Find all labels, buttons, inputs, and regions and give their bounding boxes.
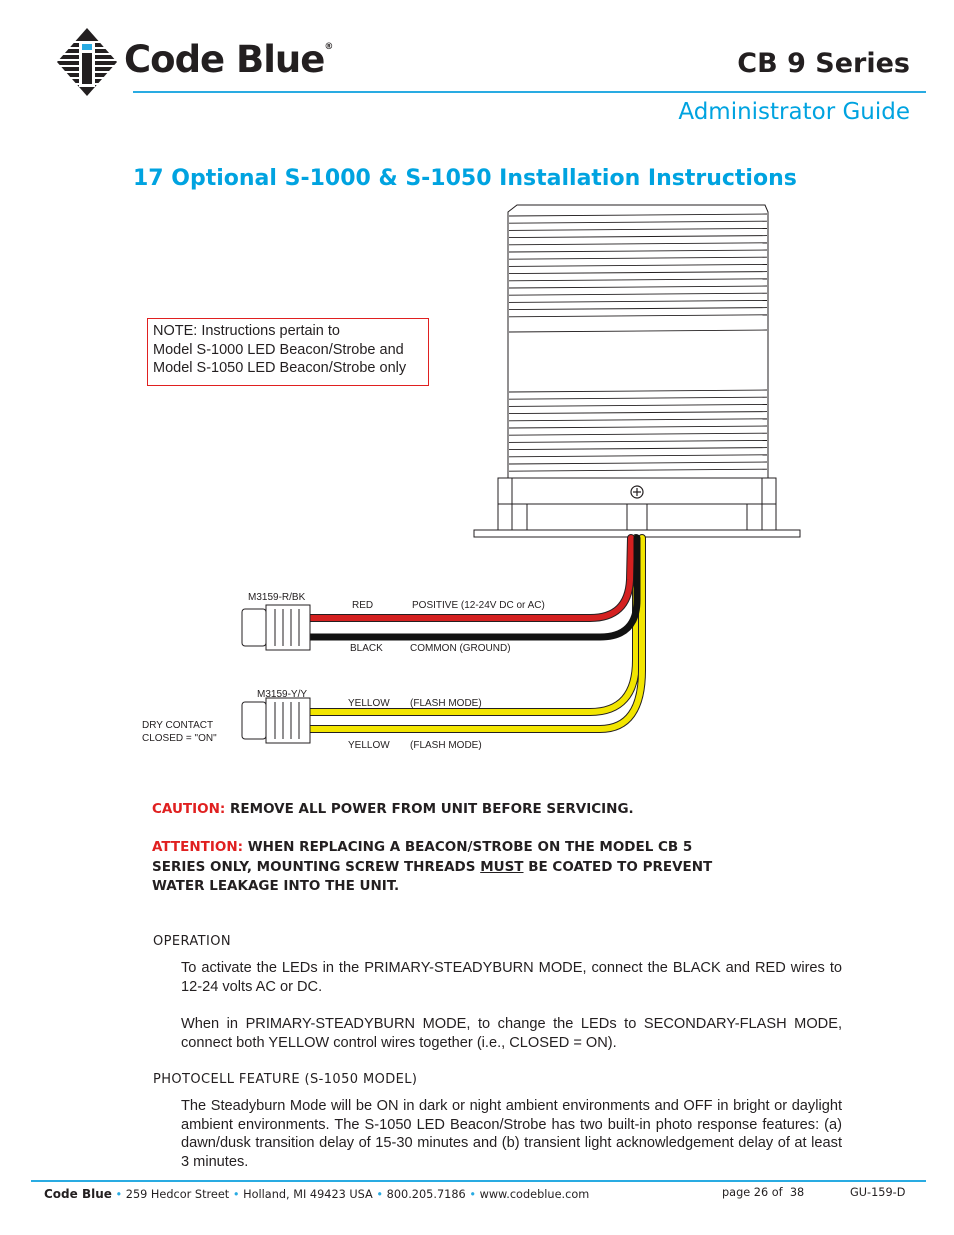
attention-line-1 <box>152 838 832 858</box>
operation-heading: OPERATION <box>153 934 232 949</box>
black-label: BLACK <box>350 643 383 654</box>
footer-street: 259 Hedcor Street <box>125 1188 230 1201</box>
connector1-label: M3159-R/BK <box>248 592 306 603</box>
black-wire <box>310 538 637 637</box>
yellow1-label: YELLOW <box>348 698 390 709</box>
photocell-para: The Steadyburn Mode will be ON in dark or night ambient environments and OFF in bright or daylight ambient environments. The S-1050 LED Beacon/Strobe has two built-in photo response features: (a) dawn/dusk transition delay of 15-30 minutes and (b) transient light acknowledgement delay of at least 3 minutes. <box>181 1098 842 1170</box>
attention-text-1: WHEN REPLACING A BEACON/STROBE ON THE MODEL CB 5 <box>247 839 693 855</box>
header-rule <box>133 91 926 93</box>
attention-text-2b: BE COATED TO PREVENT <box>523 858 713 875</box>
guide-title: Administrator Guide <box>678 99 910 125</box>
attention-text-2a: SERIES ONLY, MOUNTING SCREW THREADS <box>152 858 481 875</box>
attention-block <box>152 838 832 897</box>
caution-label: CAUTION: <box>152 801 226 817</box>
photocell-heading: PHOTOCELL FEATURE (S-1050 MODEL) <box>153 1072 418 1087</box>
black-desc: COMMON (GROUND) <box>410 643 511 654</box>
red-label: RED <box>352 600 374 611</box>
dry-contact-line-2: CLOSED = "ON" <box>142 733 217 744</box>
registered-mark: ® <box>324 42 334 52</box>
code-blue-logo-icon <box>56 28 118 96</box>
footer-sep-1: • <box>115 1188 123 1201</box>
yellow1-desc: (FLASH MODE) <box>410 698 482 709</box>
connector-yellow-yellow <box>242 698 310 743</box>
attention-must: MUST <box>480 858 524 875</box>
note-line-1: NOTE: Instructions pertain to <box>153 323 340 339</box>
footer-sep-2: • <box>232 1188 240 1201</box>
connector-red-black <box>242 605 310 650</box>
series-title: CB 9 Series <box>737 48 910 79</box>
red-desc: POSITIVE (12-24V DC or AC) <box>412 600 545 611</box>
attention-line-2 <box>152 858 832 878</box>
footer-address <box>44 1187 589 1201</box>
beacon-wiring-diagram <box>0 195 954 760</box>
footer-sep-4: • <box>469 1188 476 1201</box>
footer-sep-3: • <box>376 1188 384 1201</box>
caution-text: REMOVE ALL POWER FROM UNIT BEFORE SERVICING. <box>230 801 634 817</box>
attention-label: ATTENTION: <box>152 839 244 855</box>
brand-name <box>124 38 333 81</box>
operation-para-2: When in PRIMARY-STEADYBURN MODE, to change the LEDs to SECONDARY-FLASH MODE, connect both YELLOW control wires together (i.e., CLOSED = ON). <box>181 1016 842 1051</box>
connector2-label: M3159-Y/Y <box>257 689 308 700</box>
note-line-3: Model S-1050 LED Beacon/Strobe only <box>153 360 407 376</box>
footer-brand: Code Blue <box>44 1187 112 1201</box>
footer-doc: GU-159-D <box>850 1186 906 1199</box>
operation-para-1: To activate the LEDs in the PRIMARY-STEADYBURN MODE, connect the BLACK and RED wires to 12-24 volts AC or DC. <box>181 960 842 995</box>
yellow2-label: YELLOW <box>348 740 390 751</box>
footer-city: Holland, MI 49423 USA <box>243 1188 373 1201</box>
yellow2-desc: (FLASH MODE) <box>410 740 482 751</box>
brand-text: Code Blue <box>124 38 325 81</box>
footer-web[interactable]: www.codeblue.com <box>479 1188 590 1201</box>
footer-page: page 26 of 38 <box>722 1186 805 1199</box>
header <box>0 0 954 140</box>
dry-contact-line-1: DRY CONTACT <box>142 720 214 731</box>
beacon-dome <box>508 205 768 478</box>
footer-rule <box>31 1180 926 1182</box>
yellow-wire-1 <box>310 538 636 712</box>
attention-line-3: WATER LEAKAGE INTO THE UNIT. <box>152 878 400 894</box>
footer-phone: 800.205.7186 <box>386 1188 466 1201</box>
caution-line <box>152 800 634 820</box>
note-line-2: Model S-1000 LED Beacon/Strobe and <box>153 341 404 358</box>
section-title: 17 Optional S-1000 & S-1050 Installation Instructions <box>133 166 797 191</box>
mounting-screw-icon <box>631 486 643 498</box>
